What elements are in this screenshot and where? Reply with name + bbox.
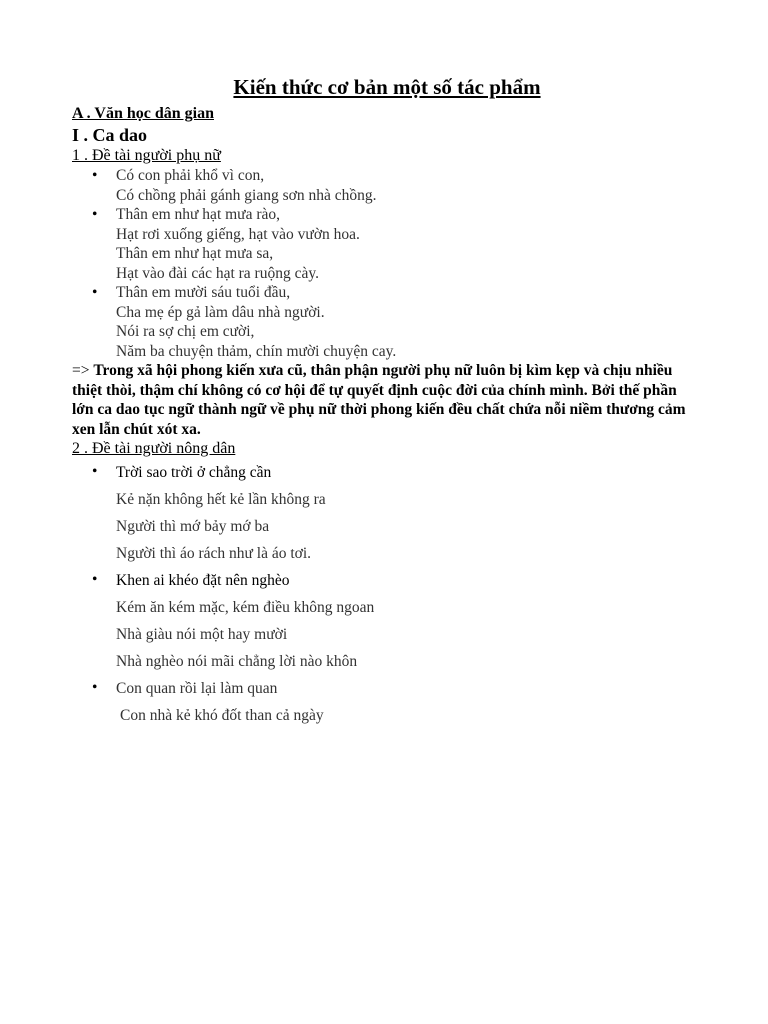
poem-item: [72, 567, 702, 675]
poem-item: [72, 166, 702, 205]
poem-line: Khen ai khéo đặt nên nghèo: [116, 572, 290, 589]
arrow-symbol: =>: [72, 362, 90, 379]
poem-item: [72, 283, 702, 361]
poem-line: Con quan rồi lại làm quan: [116, 680, 278, 697]
topic-heading-women: 1 . Đề tài người phụ nữ: [72, 147, 221, 164]
poem-line: Người thì mớ bảy mớ ba: [116, 518, 270, 535]
bullet-icon: •: [92, 679, 98, 696]
bullet-icon: •: [92, 284, 98, 301]
poem-line: Người thì áo rách như là áo tơi.: [116, 545, 312, 562]
poem-item: [72, 675, 702, 729]
bullet-icon: •: [92, 167, 98, 184]
bullet-icon: •: [92, 463, 98, 480]
bullet-icon: •: [92, 206, 98, 223]
poem-list-farmers: [72, 459, 702, 729]
poem-line: Nhà giàu nói một hay mười: [116, 626, 288, 643]
bullet-icon: •: [92, 571, 98, 588]
poem-line: Thân em như hạt mưa rào,: [116, 206, 280, 223]
topic-heading-farmers: 2 . Đề tài người nông dân: [72, 440, 236, 457]
poem-item: [72, 459, 702, 567]
document-title: Kiến thức cơ bản một số tác phẩm: [233, 75, 541, 99]
poem-item: [72, 205, 702, 283]
conclusion-text: Trong xã hội phong kiến xưa cũ, thân phận người phụ nữ luôn bị kìm kẹp và chịu nhiều thiệt thòi, thậm chí không có cơ hội để tự quyết định cuộc đời của chính mình. Bởi thế phần lớn ca dao tục ngữ thành ngữ về phụ nữ thời phong kiến đều chất chứa nỗi niềm thương cảm xen lẫn chút xót xa.: [72, 362, 686, 438]
poem-line: Cha mẹ ép gả làm dâu nhà người.: [116, 303, 325, 321]
poem-line: Hạt rơi xuống giếng, hạt vào vườn hoa.: [116, 225, 360, 243]
document-page: [72, 74, 702, 729]
conclusion-paragraph: [72, 361, 702, 439]
section-heading-i: I . Ca dao: [72, 125, 148, 145]
poem-line: Có con phải khổ vì con,: [116, 167, 265, 184]
poem-list-women: [72, 166, 702, 361]
section-heading-a: A . Văn học dân gian: [72, 105, 214, 122]
poem-line: Nhà nghèo nói mãi chẳng lời nào khôn: [116, 653, 358, 670]
poem-line: Thân em như hạt mưa sa,: [116, 245, 274, 262]
poem-line: Kẻ nặn không hết kẻ lần không ra: [116, 491, 326, 508]
poem-line: Có chồng phải gánh giang sơn nhà chồng.: [116, 186, 377, 204]
poem-line: Trời sao trời ở chẳng cần: [116, 464, 272, 481]
poem-line: Hạt vào đài các hạt ra ruộng cày.: [116, 264, 319, 282]
poem-line: Năm ba chuyện thảm, chín mười chuyện cay.: [116, 342, 397, 360]
poem-line: Nói ra sợ chị em cười,: [116, 323, 255, 340]
poem-line: Con nhà kẻ khó đốt than cả ngày: [120, 707, 324, 724]
poem-line: Kém ăn kém mặc, kém điều không ngoan: [116, 599, 375, 616]
poem-line: Thân em mười sáu tuổi đầu,: [116, 284, 291, 301]
